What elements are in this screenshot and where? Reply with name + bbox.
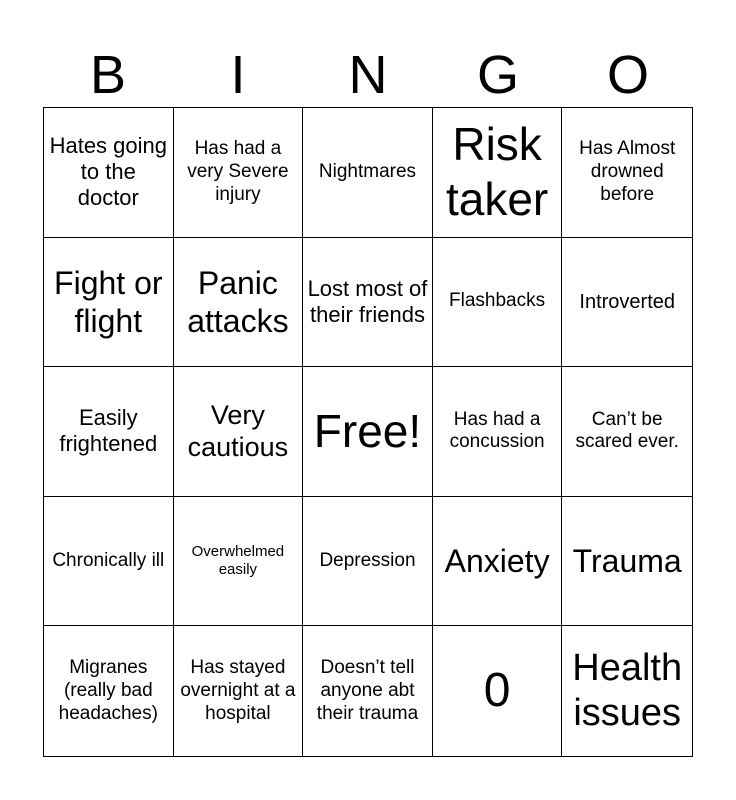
bingo-cell-free-space[interactable]: Free! (303, 367, 433, 497)
bingo-cell[interactable]: Migranes (really bad headaches) (44, 626, 174, 756)
bingo-cell[interactable]: Trauma (562, 497, 692, 627)
bingo-cell[interactable]: Chronically ill (44, 497, 174, 627)
bingo-cell[interactable]: Can’t be scared ever. (562, 367, 692, 497)
bingo-cell[interactable]: Fight or flight (44, 238, 174, 368)
bingo-cell[interactable]: Has stayed overnight at a hospital (174, 626, 304, 756)
bingo-header (43, 44, 693, 106)
header-letter-n: N (348, 45, 388, 105)
bingo-cell[interactable]: Introverted (562, 238, 692, 368)
bingo-card-grid (43, 107, 693, 757)
bingo-cell[interactable]: 0 (433, 626, 563, 756)
bingo-cell[interactable]: Health issues (572, 646, 683, 735)
bingo-cell[interactable]: Depression (303, 497, 433, 627)
bingo-cell[interactable]: Lost most of their friends (303, 238, 433, 368)
header-letter-o: O (606, 45, 649, 105)
bingo-cell[interactable]: Has had a concussion (433, 367, 563, 497)
bingo-cell[interactable]: Flashbacks (433, 238, 563, 368)
bingo-cell[interactable]: Very cautious (174, 367, 304, 497)
bingo-cell[interactable]: Nightmares (303, 108, 433, 238)
header-letter-g: G (476, 45, 519, 105)
bingo-cell[interactable]: Doesn’t tell anyone abt their trauma (303, 626, 433, 756)
bingo-cell[interactable]: Has Almost drowned before (562, 108, 692, 238)
header-letter-b: B (89, 45, 127, 105)
bingo-cell[interactable]: Overwhelmed easily (174, 497, 304, 627)
bingo-cell[interactable]: Has had a very Severe injury (174, 108, 304, 238)
header-letter-i: I (230, 45, 246, 105)
bingo-cell[interactable]: Anxiety (433, 497, 563, 627)
bingo-cell[interactable]: Panic attacks (174, 238, 304, 368)
bingo-cell[interactable]: Risk taker (433, 108, 563, 238)
bingo-cell[interactable]: Easily frightened (44, 367, 174, 497)
bingo-cell[interactable]: Hates going to the doctor (44, 108, 174, 238)
